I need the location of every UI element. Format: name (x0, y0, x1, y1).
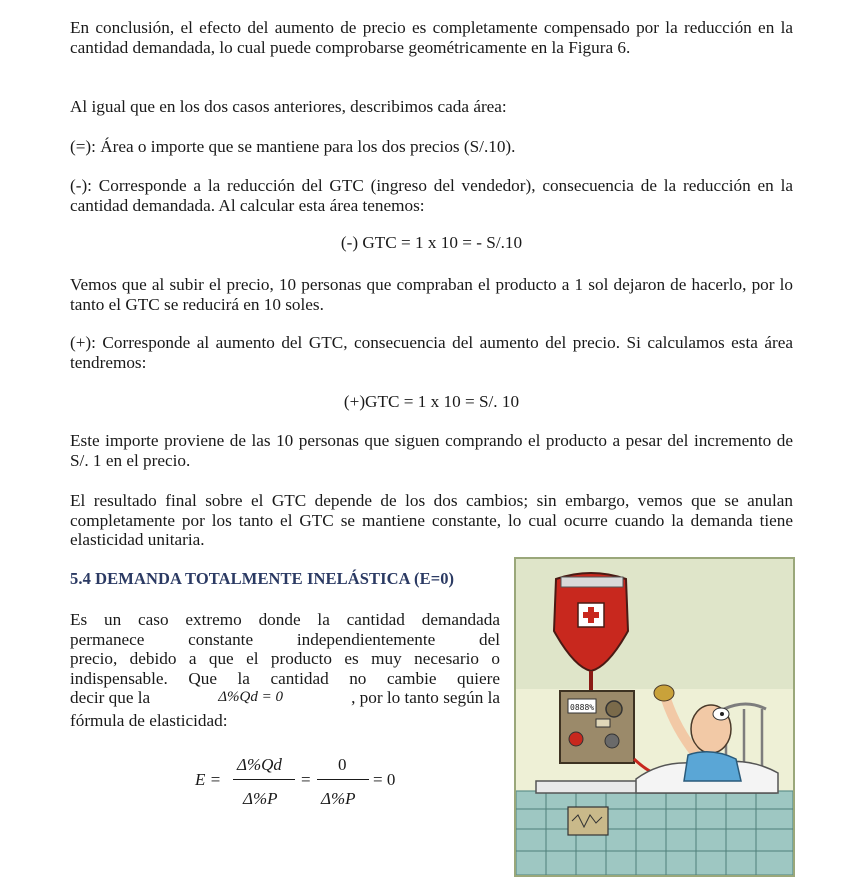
equation-gtc-minus: (-) GTC = 1 x 10 = - S/.10 (340, 233, 523, 252)
elasticity-formula (195, 752, 415, 822)
fraction-bar-1 (233, 779, 295, 780)
paragraph-final-result: El resultado final sobre el GTC depende de los dos cambios; sin embargo, vemos que se anulan completamente por los tanto el GTC se mantiene constante, lo cual ocurre cuando la demanda tiene elasticidad unitaria. (70, 491, 793, 549)
formula-numerator-2: 0 (338, 755, 347, 774)
hospital-patient-illustration (514, 557, 795, 877)
illustration-drawing (516, 559, 793, 875)
paragraph-area-minus: (-): Corresponde a la reducción del GTC (ingreso del vendedor), consecuencia de la reducción en la cantidad demandada. Al calcular esta área tenemos: (70, 176, 793, 215)
formula-rhs: = 0 (373, 770, 396, 789)
formula-lhs: E = (195, 770, 222, 789)
formula-denominator-2: Δ%P (321, 789, 356, 808)
paragraph-price-rise: Vemos que al subir el precio, 10 personas que compraban el producto a 1 sol dejaron de hacerlo, por lo tanto el GTC se reducirá en 10 soles. (70, 275, 793, 314)
inline-math-delta-qd: Δ%Qd = 0 (218, 689, 283, 705)
monitor-readout: 0888% (570, 703, 595, 712)
paragraph-intro-areas: Al igual que en los dos casos anteriores, describimos cada área: (70, 97, 507, 116)
paragraph-conclusion: En conclusión, el efecto del aumento de precio es completamente compensado por la reducción en la cantidad demandada, lo cual puede comprobarse geométricamente en la Figura 6. (70, 18, 793, 57)
section-body-line-4: indispensable. Que la cantidad no cambie quiere (70, 668, 500, 688)
paragraph-amount-origin: Este importe proviene de las 10 personas que siguen comprando el producto a pesar del incremento de S/. 1 en el precio. (70, 431, 793, 470)
formula-equals-mid: = (301, 770, 311, 789)
formula-numerator-1: Δ%Qd (237, 755, 282, 774)
formula-denominator-1: Δ%P (243, 789, 278, 808)
section-body-line-6: fórmula de elasticidad: (70, 711, 228, 730)
equation-gtc-plus: (+)GTC = 1 x 10 = S/. 10 (343, 392, 520, 411)
section-heading: 5.4 DEMANDA TOTALMENTE INELÁSTICA (E=0) (70, 569, 455, 588)
paragraph-area-plus: (+): Corresponde al aumento del GTC, consecuencia del aumento del precio. Si calculamos esta área tendremos: (70, 333, 793, 372)
section-body-line-5 (70, 688, 500, 708)
section-body-line-3: precio, debido a que el producto es muy necesario o (70, 649, 500, 668)
fraction-bar-2 (317, 779, 369, 780)
paragraph-area-equal: (=): Área o importe que se mantiene para los dos precios (S/.10). (70, 137, 516, 156)
line5-end: , por lo tanto según la (351, 688, 500, 707)
section-body-line-1: Es un caso extremo donde la cantidad demandada (70, 610, 500, 629)
line5-start: decir que la (70, 688, 151, 707)
section-body-line-2: permanece constante independientemente del (70, 629, 500, 649)
